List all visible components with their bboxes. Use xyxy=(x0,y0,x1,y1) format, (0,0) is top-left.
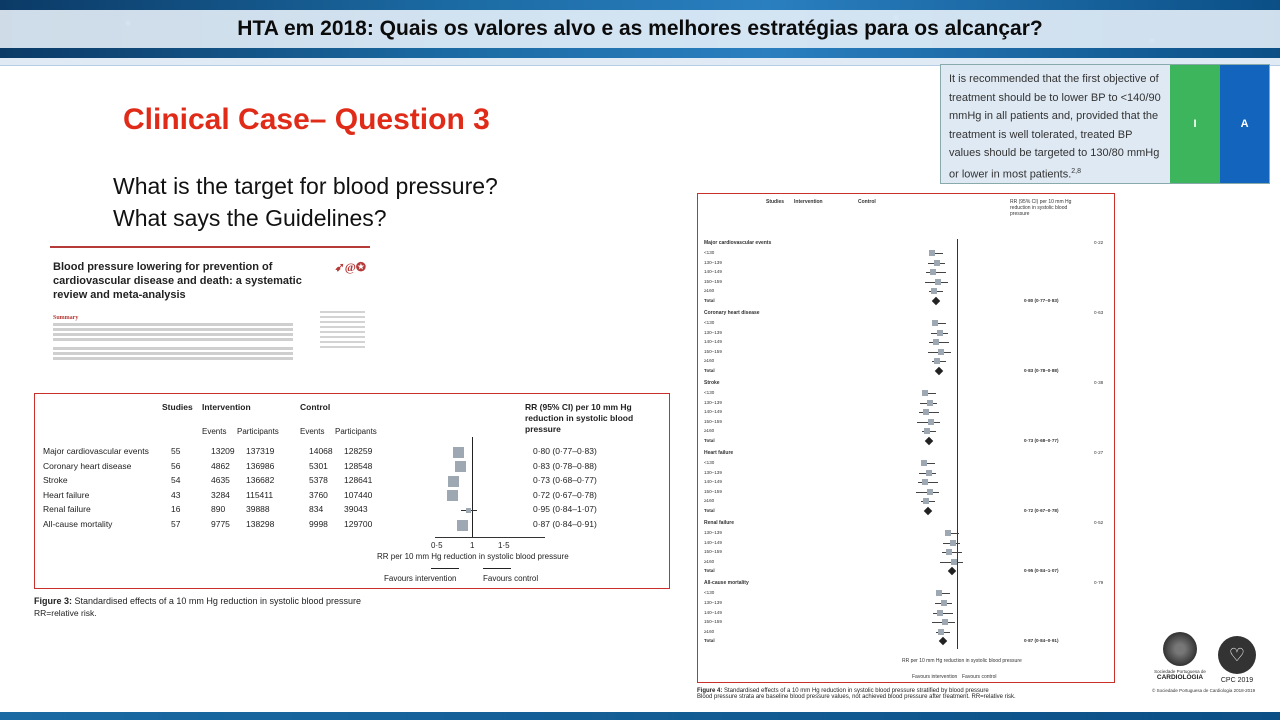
heart-ring-icon: ♡ xyxy=(1218,636,1256,674)
cell-i-events: 13209 xyxy=(211,446,235,456)
cell-outcome: Coronary heart disease xyxy=(43,460,132,471)
total-diamond xyxy=(932,297,940,305)
total-rr: 0·72 (0·67–0·78) xyxy=(1024,508,1059,513)
point-estimate xyxy=(924,428,930,434)
f4-caption-label: Figure 4: xyxy=(697,688,723,694)
cpc-logo xyxy=(1215,636,1259,684)
stratum-label: ≥160 xyxy=(704,498,715,504)
stratum-label: ≥160 xyxy=(704,358,715,364)
question-line-1: What is the target for blood pressure? xyxy=(113,173,498,199)
heart-icon xyxy=(1163,632,1197,666)
section-title: Stroke xyxy=(704,380,720,386)
sub-i-events: Events xyxy=(202,427,227,436)
recommendation-ref: 2,8 xyxy=(1071,167,1082,175)
cpc-label: CPC 2019 xyxy=(1220,677,1254,684)
cell-i-events: 890 xyxy=(211,504,226,515)
total-label: Total xyxy=(704,638,715,644)
point-estimate xyxy=(923,409,929,415)
point-estimate xyxy=(946,549,952,555)
stratum-label: 130–139 xyxy=(704,329,722,335)
confidence-interval xyxy=(929,342,949,343)
cell-outcome: Heart failure xyxy=(43,489,90,500)
caption-text: Standardised effects of a 10 mm Hg reduction in systolic blood pressure xyxy=(72,596,361,606)
cell-c-events: 5378 xyxy=(309,475,328,486)
point-estimate xyxy=(951,559,957,565)
title-bar xyxy=(0,10,1280,48)
stratum-label: 130–139 xyxy=(704,530,722,535)
reference-line xyxy=(472,437,473,537)
point-estimate xyxy=(448,476,459,487)
summary-heading: Summary xyxy=(53,315,79,321)
p-value: 0·52 xyxy=(1094,520,1104,525)
cell-outcome: All-cause mortality xyxy=(43,519,113,529)
point-estimate xyxy=(936,590,942,596)
article-authors xyxy=(53,306,313,311)
total-diamond xyxy=(939,637,947,645)
point-estimate xyxy=(941,600,947,606)
slide-header-title: HTA em 2018: Quais os valores alvo e as melhores estratégias para os alcançar? xyxy=(237,17,1043,40)
p-value: 0·22 xyxy=(1094,240,1104,245)
spc-line1: Sociedade Portuguesa de xyxy=(1154,669,1206,674)
spc-logo xyxy=(1150,632,1210,681)
stratum-label: <130 xyxy=(704,460,715,465)
point-estimate xyxy=(927,400,933,406)
f4-caption-note: Blood pressure strata are baseline blood pressure values, not achieved blood pressure after treatment. RR=relative risk. xyxy=(697,694,1016,700)
sub-c-participants: Participants xyxy=(335,427,377,436)
favours-control: Favours control xyxy=(483,574,539,583)
section-title: Coronary heart disease xyxy=(704,310,760,316)
article-sidebar-text xyxy=(320,308,365,351)
point-estimate xyxy=(930,269,936,275)
confidence-interval xyxy=(942,552,962,553)
point-estimate xyxy=(938,629,944,635)
x-axis xyxy=(435,537,545,538)
figure-4-stratified-plot xyxy=(697,193,1115,683)
stratum-label: 140–149 xyxy=(704,339,722,345)
f4-reference-line xyxy=(957,239,958,649)
total-label: Total xyxy=(704,438,715,443)
point-estimate xyxy=(927,489,933,495)
stratum-label: 130–139 xyxy=(704,399,722,405)
table-row xyxy=(43,490,663,504)
table-row xyxy=(43,461,663,475)
stratum-label: 150–159 xyxy=(704,278,722,284)
cell-studies: 43 xyxy=(171,489,181,500)
cell-outcome: Renal failure xyxy=(43,504,91,515)
cell-i-part: 137319 xyxy=(246,446,275,456)
cell-rr: 0·87 (0·84–0·91) xyxy=(533,519,597,529)
cell-rr: 0·72 (0·67–0·78) xyxy=(533,489,597,500)
stratum-label: 140–149 xyxy=(704,609,722,615)
sub-c-events: Events xyxy=(300,427,325,436)
cell-c-part: 129700 xyxy=(344,519,373,529)
section-title: Heart failure xyxy=(704,450,734,456)
table-row xyxy=(43,446,663,460)
total-diamond xyxy=(924,437,932,445)
header-rr: RR (95% CI) per 10 mm Hg reduction in systolic blood pressure xyxy=(525,402,634,434)
question-text xyxy=(113,170,498,234)
f4-caption-text: Standardised effects of a 10 mm Hg reduction in systolic blood pressure stratified by blood pressure xyxy=(722,688,989,694)
stratum-label: ≥160 xyxy=(704,428,715,434)
cell-i-part: 136682 xyxy=(246,475,275,486)
f4-favours-intervention: Favours intervention xyxy=(912,674,958,680)
point-estimate xyxy=(466,508,471,513)
total-rr: 0·95 (0·84–1·07) xyxy=(1024,568,1059,574)
p-value: 0·79 xyxy=(1094,580,1104,586)
cell-c-part: 107440 xyxy=(344,489,373,500)
recommendation-body: It is recommended that the first objective of treatment should be to lower BP to <140/90 mmHg in all patients and, provided that the treatment is well tolerated, treated BP values should be targeted to 130/80 mmHg or lower in most patients. xyxy=(949,73,1161,181)
case-title: Clinical Case– Question 3 xyxy=(123,103,490,136)
caption-note: RR=relative risk. xyxy=(34,608,97,618)
total-rr: 0·80 (0·77–0·83) xyxy=(1024,298,1059,303)
header-banner xyxy=(0,0,1280,58)
point-estimate xyxy=(455,461,466,472)
stratum-label: 130–139 xyxy=(704,469,722,475)
confidence-interval xyxy=(919,412,939,413)
total-rr: 0·87 (0·84–0·91) xyxy=(1024,638,1059,644)
stratum-label: 130–139 xyxy=(704,600,722,605)
stratum-label: 140–149 xyxy=(704,539,722,545)
sub-i-participants: Participants xyxy=(237,427,279,436)
header-intervention: Intervention xyxy=(202,402,251,412)
arrow-right xyxy=(483,568,511,569)
point-estimate xyxy=(934,358,940,364)
point-estimate xyxy=(945,530,951,536)
stratum-label: ≥160 xyxy=(704,288,715,294)
cell-i-part: 39888 xyxy=(246,504,270,515)
cell-c-part: 128641 xyxy=(344,475,373,486)
point-estimate xyxy=(935,279,941,285)
f4-header-rr: RR (95% CI) per 10 mm Hg reduction in systolic blood pressure xyxy=(1010,199,1072,217)
point-estimate xyxy=(922,390,928,396)
stratum-label: <130 xyxy=(704,250,715,255)
point-estimate xyxy=(922,479,928,485)
figure-4-caption xyxy=(697,688,1117,700)
stratum-label: <130 xyxy=(704,320,715,325)
p-value: 0·27 xyxy=(1094,450,1104,455)
cell-i-events: 3284 xyxy=(211,489,230,500)
point-estimate xyxy=(926,470,932,476)
table-row xyxy=(43,475,663,489)
cell-studies: 55 xyxy=(171,446,181,456)
total-label: Total xyxy=(704,508,715,513)
f4-axis-label: RR per 10 mm Hg reduction in systolic blood pressure xyxy=(902,658,1022,664)
f4-header-control: Control xyxy=(858,199,876,205)
cell-outcome: Major cardiovascular events xyxy=(43,446,149,456)
cell-c-events: 14068 xyxy=(309,446,333,456)
stratum-label: 150–159 xyxy=(704,418,722,424)
cell-c-events: 5301 xyxy=(309,460,328,471)
point-estimate xyxy=(923,498,929,504)
f4-header-studies: Studies xyxy=(766,199,785,205)
cell-c-part: 39043 xyxy=(344,504,368,515)
recommendation-text xyxy=(941,65,1170,183)
stratum-label: 140–149 xyxy=(704,479,722,485)
recommendation-class: I xyxy=(1170,65,1221,183)
total-label: Total xyxy=(704,298,715,303)
point-estimate xyxy=(937,330,943,336)
point-estimate xyxy=(447,490,458,501)
point-estimate xyxy=(933,339,939,345)
figure-3-forest-plot xyxy=(34,393,670,589)
cell-studies: 54 xyxy=(171,475,181,486)
f4-favours-control: Favours control xyxy=(962,674,997,680)
caption-label: Figure 3: xyxy=(34,596,73,606)
point-estimate xyxy=(942,619,948,625)
total-rr: 0·83 (0·78–0·88) xyxy=(1024,368,1059,373)
header-control: Control xyxy=(300,402,331,412)
stratum-label: 130–139 xyxy=(704,259,722,265)
section-title: Major cardiovascular events xyxy=(704,240,772,246)
tick-0-5: 0·5 xyxy=(431,541,443,550)
cell-i-events: 4635 xyxy=(211,475,230,486)
cell-outcome: Stroke xyxy=(43,475,68,486)
arrow-left xyxy=(431,568,459,569)
cell-studies: 16 xyxy=(171,504,181,515)
stratum-label: 150–159 xyxy=(704,549,722,555)
cell-rr: 0·95 (0·84–1·07) xyxy=(533,504,597,515)
section-title: Renal failure xyxy=(704,520,735,526)
favours-intervention: Favours intervention xyxy=(384,574,457,583)
cell-i-part: 136986 xyxy=(246,460,275,471)
point-estimate xyxy=(931,288,937,294)
stratum-label: <130 xyxy=(704,590,715,596)
stratum-label: ≥160 xyxy=(704,628,715,634)
cell-i-events: 9775 xyxy=(211,519,230,529)
p-value: 0·38 xyxy=(1094,380,1104,385)
axis-label: RR per 10 mm Hg reduction in systolic blood pressure xyxy=(377,552,569,561)
point-estimate xyxy=(938,349,944,355)
section-title: All-cause mortality xyxy=(704,580,749,587)
point-estimate xyxy=(937,610,943,616)
spc-line2: CARDIOLOGIA xyxy=(1156,674,1204,681)
article-title: Blood pressure lowering for prevention of cardiovascular disease and death: a systematic review and meta-analysis xyxy=(53,261,302,301)
journal-icons: ➹@✪ xyxy=(334,260,366,274)
cell-studies: 57 xyxy=(171,519,181,529)
confidence-interval xyxy=(918,482,938,483)
total-label: Total xyxy=(704,568,715,574)
point-estimate xyxy=(453,447,464,458)
stratum-label: ≥160 xyxy=(704,558,715,564)
recommendation-box xyxy=(940,64,1270,184)
total-diamond xyxy=(948,567,956,575)
cell-i-part: 138298 xyxy=(246,519,275,529)
cell-c-events: 834 xyxy=(309,504,324,515)
point-estimate xyxy=(457,520,468,531)
stratum-label: 150–159 xyxy=(704,619,722,625)
copyright-text: © Sociedade Portuguesa de Cardiologia 2018-2019 xyxy=(1152,688,1256,693)
point-estimate xyxy=(932,320,938,326)
stratum-label: 150–159 xyxy=(704,348,722,354)
stratum-label: 140–149 xyxy=(704,409,722,415)
tick-1-5: 1·5 xyxy=(498,541,510,550)
cell-studies: 56 xyxy=(171,460,181,471)
cell-rr: 0·80 (0·77–0·83) xyxy=(533,446,597,456)
recommendation-level: A xyxy=(1220,65,1269,183)
point-estimate xyxy=(929,250,935,256)
cell-c-part: 128548 xyxy=(344,460,373,471)
tick-1: 1 xyxy=(470,541,475,550)
p-value: 0·63 xyxy=(1094,310,1104,315)
total-rr: 0·73 (0·68–0·77) xyxy=(1024,438,1059,443)
cell-rr: 0·83 (0·78–0·88) xyxy=(533,460,597,471)
cell-rr: 0·73 (0·68–0·77) xyxy=(533,475,597,486)
f4-header-intervention: Intervention xyxy=(794,199,823,205)
stratum-label: <130 xyxy=(704,390,715,395)
point-estimate xyxy=(950,540,956,546)
table-row xyxy=(43,504,663,518)
point-estimate xyxy=(921,460,927,466)
figure-3-caption xyxy=(34,596,361,618)
total-label: Total xyxy=(704,368,715,373)
stratum-label: 150–159 xyxy=(704,488,722,494)
total-diamond xyxy=(923,507,931,515)
cell-c-events: 9998 xyxy=(309,519,328,529)
footer-bar xyxy=(0,712,1280,720)
header-studies: Studies xyxy=(162,402,193,412)
point-estimate xyxy=(928,419,934,425)
stratum-label: 140–149 xyxy=(704,269,722,275)
total-diamond xyxy=(935,367,943,375)
cell-i-events: 4862 xyxy=(211,460,230,471)
cell-i-part: 115411 xyxy=(246,489,274,500)
question-line-2: What says the Guidelines? xyxy=(113,205,387,231)
cell-c-part: 128259 xyxy=(344,446,373,456)
confidence-interval xyxy=(926,272,946,273)
article-snippet xyxy=(50,246,370,386)
table-row xyxy=(43,519,663,533)
cell-c-events: 3760 xyxy=(309,489,328,500)
confidence-interval xyxy=(933,613,953,614)
point-estimate xyxy=(934,260,940,266)
